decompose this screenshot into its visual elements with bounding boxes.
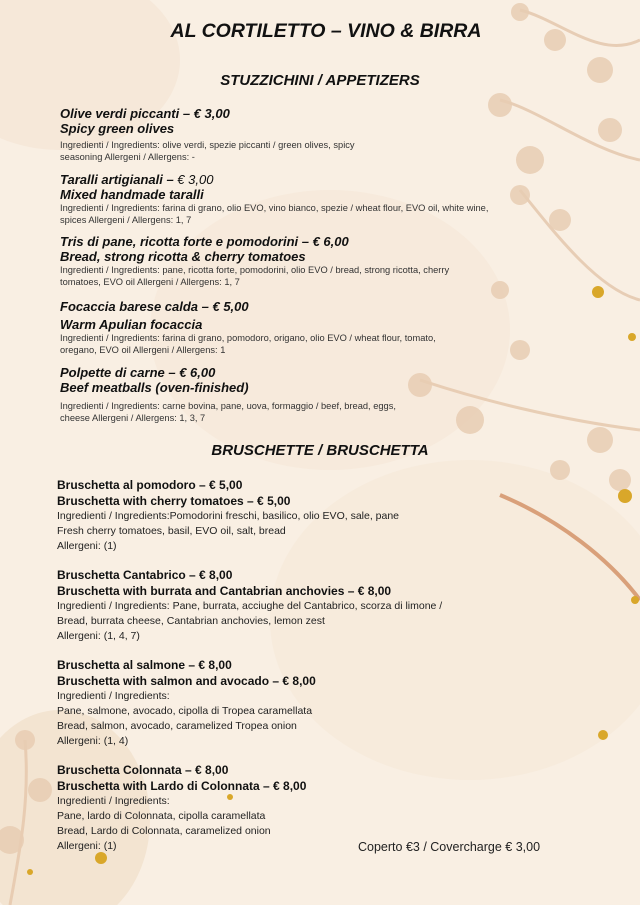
item-allergens: Allergeni: (1, 4, 7) xyxy=(57,630,140,642)
item-name: Taralli artigianali – xyxy=(60,172,178,187)
item-english: Warm Apulian focaccia xyxy=(60,317,203,332)
item-description: Ingredienti / Ingredients: pane, ricotta forte, pomodorini, olio EVO / bread, strong ricotta, cherry tomatoes, EVO oil Allergeni / Allergens: 1, 7 xyxy=(60,265,450,287)
item-name: Polpette di carne – € 6,00 xyxy=(60,365,216,380)
item-description-line: Ingredienti / Ingredients: Pane, burrata, acciughe del Cantabrico, scorza di limone / xyxy=(57,600,443,612)
item-english: Bruschetta with Lardo di Colonnata – € 8,00 xyxy=(57,779,307,793)
item-english: Bruschetta with burrata and Cantabrian anchovies – € 8,00 xyxy=(57,584,392,598)
item-name: Tris di pane, ricotta forte e pomodorini – € 6,00 xyxy=(60,234,349,249)
cover-charge: Coperto €3 / Covercharge € 3,00 xyxy=(358,840,541,854)
item-allergens: Allergeni: (1, 4) xyxy=(57,735,129,747)
item-description-line: Bread, salmon, avocado, caramelized Tropea onion xyxy=(57,720,297,732)
menu-item xyxy=(57,477,477,554)
item-description-line: Ingredienti / Ingredients: xyxy=(57,690,170,702)
menu-item xyxy=(60,299,500,356)
item-english: Bruschetta with cherry tomatoes – € 5,00 xyxy=(57,494,291,508)
item-allergens: Allergeni: (1) xyxy=(57,840,117,852)
item-description-line: Bread, Lardo di Colonnata, caramelized onion xyxy=(57,825,271,837)
item-description-line: Fresh cherry tomatoes, basil, EVO oil, salt, bread xyxy=(57,525,286,537)
item-name: Olive verdi piccanti – € 3,00 xyxy=(60,106,230,121)
item-description: Ingredienti / Ingredients: carne bovina, pane, uova, formaggio / beef, bread, eggs, cheese Allergeni / Allergens: 1, 3, 7 xyxy=(60,401,396,423)
item-description: Ingredienti / Ingredients: farina di grano, pomodoro, origano, olio EVO / wheat flour, tomato, oregano, EVO oil Allergeni / Allergens: 1 xyxy=(60,333,436,355)
menu-item xyxy=(57,567,497,644)
menu-item xyxy=(60,106,500,163)
item-english: Beef meatballs (oven-finished) xyxy=(60,380,249,395)
item-name: Focaccia barese calda – € 5,00 xyxy=(60,299,249,314)
item-description: Ingredienti / Ingredients: olive verdi, spezie piccanti / green olives, spicy seasoning Allergeni / Allergens: - xyxy=(60,140,355,162)
item-description-line: Ingredienti / Ingredients: xyxy=(57,795,170,807)
section-heading-appetizers: STUZZICHINI / APPETIZERS xyxy=(220,72,420,89)
item-description: Ingredienti / Ingredients: farina di grano, olio EVO, vino bianco, spezie / wheat flour, EVO oil, white wine, spices Allergeni / Allergens: 1, 7 xyxy=(60,203,489,225)
page-title: AL CORTILETTO – VINO & BIRRA xyxy=(170,20,482,42)
menu-item xyxy=(57,657,477,749)
item-english: Mixed handmade taralli xyxy=(60,187,204,202)
item-name: Bruschetta Cantabrico – € 8,00 xyxy=(57,568,233,582)
item-description-line: Bread, burrata cheese, Cantabrian anchovies, lemon zest xyxy=(57,615,325,627)
item-name: Bruschetta al salmone – € 8,00 xyxy=(57,658,232,672)
item-english: Bruschetta with salmon and avocado – € 8,00 xyxy=(57,674,316,688)
item-english: Bread, strong ricotta & cherry tomatoes xyxy=(60,249,306,264)
item-name: Bruschetta al pomodoro – € 5,00 xyxy=(57,478,243,492)
item-name: Bruschetta Colonnata – € 8,00 xyxy=(57,763,229,777)
menu-item xyxy=(60,234,500,288)
item-price: € 3,00 xyxy=(177,172,214,187)
menu-item xyxy=(60,365,500,424)
item-english: Spicy green olives xyxy=(60,121,175,136)
item-description-line: Pane, salmone, avocado, cipolla di Tropea caramellata xyxy=(57,705,313,717)
item-description-line: Ingredienti / Ingredients:Pomodorini freschi, basilico, olio EVO, sale, pane xyxy=(57,510,400,522)
menu-item xyxy=(60,172,500,226)
item-description-line: Pane, lardo di Colonnata, cipolla caramellata xyxy=(57,810,266,822)
section-heading-bruschette: BRUSCHETTE / BRUSCHETTA xyxy=(211,442,429,459)
item-allergens: Allergeni: (1) xyxy=(57,540,117,552)
